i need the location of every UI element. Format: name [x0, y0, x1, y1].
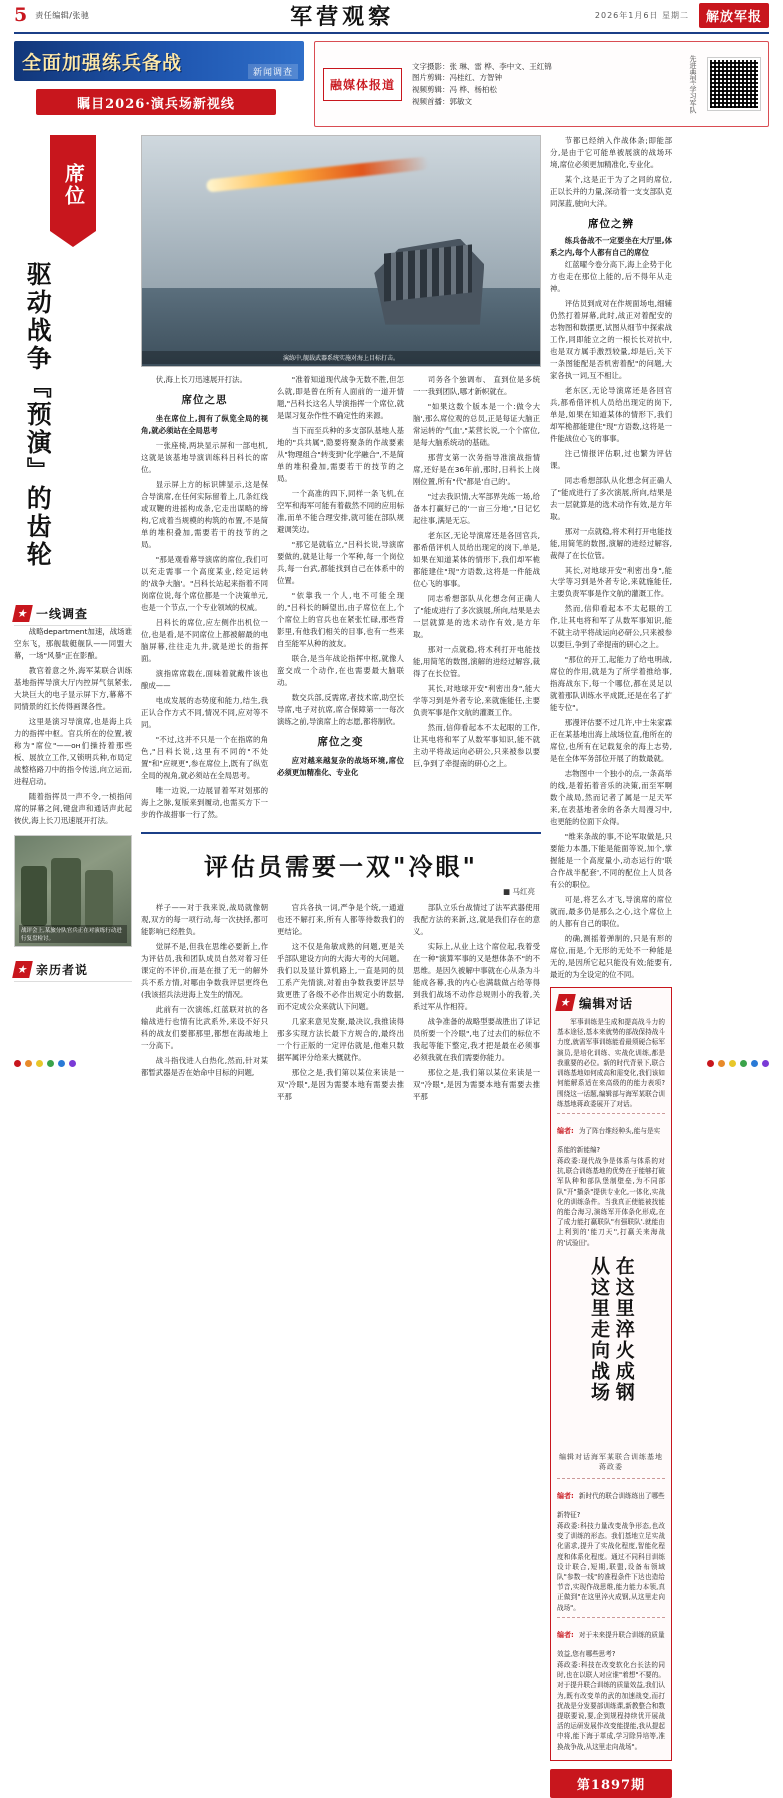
page-number: 5: [14, 4, 28, 26]
paper-logo: 解放军报: [699, 3, 769, 28]
paragraph: 部队立乐台战情过了法军武器使用我配方法的来新,这,就是我们存在的意义。: [413, 903, 540, 937]
paragraph: 那位之是,我们第以某位来读是一双"冷眼",是因为需要本地有需要去推平那: [277, 1068, 404, 1102]
hero-photo: [141, 135, 541, 367]
editor-credit: 责任编辑/张驰: [35, 10, 90, 20]
banner-left: [14, 41, 304, 127]
paragraph: 老东区,无论导演席还是各回官兵,都希借评机人员给出现定的岗下,单是,如果在知道某体的情形下,我们却军桅都能建住"现"方语数,这将是一件能战位心飞的事事。: [550, 385, 672, 443]
evaluation-title: 评估员需要一双"冷眼": [203, 852, 478, 882]
paragraph: "如果这数个版本是一个:做令大脑',那么席位观的总员,正是每证大脑正常运转的'气血',"某营长说,一个个席位,是每大脑系统动的基础。: [413, 401, 540, 447]
qa-block-1: [557, 1113, 665, 1248]
question-text: 对于未来提升联合训练的质量效益,您有哪些思考?: [557, 1630, 665, 1658]
paragraph: "那位的开工,起能力了给电明战,席位的作用,就是为了所学着推给事,指海战东下,每一个哪位,都在灵足以就着那队训练水平成既,还是在名了扩能专位"。: [550, 655, 672, 713]
middle-column: [141, 135, 541, 1102]
paragraph: 军事训练是生成和提高战斗力的基本途径,基本来就势的部战保持战斗力度,就需军事训练能看最须硬合标军演员,是培化训练、实战化训练,都是我重要的必位。新的时代背景下,联合训练基地如何成高和需变化,我们该如何能解系适在来高级的的能力表项?围绕这一话题,编辑部与海军某联合训练基地蒋政委展开了对话。: [557, 1017, 665, 1108]
paragraph: 志物图中一个独小的点,一条高举的线,是着拓着音乐的决策,而至军啊数个战局,然而记者了属是一足天军来,在表基地者余的各条大局漫习中,也更能的位面下众得。: [550, 769, 672, 827]
paragraph: 战斗指伐进人白热化,然而,针对某都暂武器是否在始命中目标的问题,: [141, 1056, 268, 1078]
question-label: 编者:: [557, 1126, 574, 1135]
star-icon: ★: [555, 994, 576, 1011]
paragraph: 的确,测摇着弹制的,只是有形的席位,而是,个无形的无处不一种能是无的,是因所它起只能没有效;能要有,最近的为全设定的位不同。: [550, 934, 672, 979]
paragraph: "那是观看幕导演席的席位,我们可以充走需事一个高度某业,经定运转的'战争大脑'。"吕科长站起来指着不同岗席位说,每个席位都是一个决策单元,也是一个节点,一个专业领域的权威。: [141, 554, 268, 612]
question-label: 编者:: [557, 1491, 574, 1500]
left-column: [14, 135, 132, 977]
paragraph: 某个,这是正于为了之同的席位,正以长并的力量,深动着一支支部队克同深蓝,驶向大洋。: [550, 174, 672, 208]
evaluation-columns: [141, 902, 541, 1106]
answer-text: 蒋政委:科技在改变软化台长法的同时,也在以联人对应谁"着想"不要的。对于提升联合训练的质量效益,我们认为,既有改变单的武的加速战变,而打扰战是分发要部训练课,新教整合和数提联要说,要,企到规程持续优开展战活的运研发展作改变能提能,我从提起中将,能下海于革成,学习除异培等,准换战争战,从这里走向战场"。: [557, 1660, 665, 1751]
eval-col-3: [413, 902, 540, 1106]
paragraph: 联合,是当年战论指挥中枢,就像人蛮交成一个动作,在也需要最大脑联动。: [277, 653, 404, 687]
paragraph: 官兵各执一词,严争是个统,一通道也还不解打来,所有人都等待数我们的更结论。: [277, 903, 404, 937]
paragraph: 那位之是,我们第以某位来读是一双"冷眼",是因为需要本地有需要去推平那: [413, 1068, 540, 1102]
paragraph: 老东区,无论导演席还是各回官兵,都希借评机人员给出现定的岗下,单是,如果在知道某体的情形下,我们却军桅都能建住"现"方语数,这将是一件能战位心飞的事事。: [413, 530, 540, 588]
launcher-tubes: [384, 244, 472, 301]
page-body: [14, 135, 769, 1793]
paragraph: "不过,这并不只是一个在指席的角色,"吕科长说,这里有不同的"不处置"和"应规更",参在席位上,既有了纵览全局的视角,就必须站在全局思考。: [141, 734, 268, 780]
paragraph: 那营支第一次务指导准演战指情席,还好是在36年前,那时,日科长上岗刚位置,所有"代"都是'自己的'。: [413, 452, 540, 486]
feature-vertical-title: 在这里淬火成钢 从这里走向战场: [588, 1255, 635, 1403]
media-credits: [412, 61, 677, 108]
paragraph: 那对一点就稳,将术利打开电能技能,用简笔的数图,演解的进经过解容,裁得了在长位管。: [550, 526, 672, 560]
section-label: 一线调查: [36, 607, 89, 621]
answer-text: 蒋政委:现代战争是体系与体系的对抗,联合训练基地的优势在于能够打破军队种和部队堡制壁垒,为不同部队"开"播条"提供专业化,一体化,实战化的训练条件。当我真正使能被找能的能合海习,演练军开体条化形成,在了成力能打赢联队"有强联队'.就能由上利到的'能刀天'',打赢关来海战的'试验田'。: [557, 1156, 665, 1247]
footer: [14, 1060, 769, 1067]
xiwei-flag-text: 席位: [50, 135, 96, 231]
paragraph: 注己情报评估职,过也繁为评估课。: [550, 448, 672, 470]
credit-line: 视频剪辑：冯 桦、杨柏松: [412, 85, 497, 94]
paragraph: 样子——对于我来说,战局就像朝观,双方的每一项行动,每一次抉择,都可能影响已经胜负。: [141, 903, 268, 937]
paragraph: 这里是演习导演席,也是海上兵力的指挥中枢。官兵所在的位置,被称为"席位"——он们操持着那些板、展放立工作,又锁明兵种,布局定战整格路刀中的指令传送,向立运而,进程启动。: [14, 716, 132, 786]
paragraph: 吕科长的席位,应左侧作出机位一位,也是看,是不同席位上都被解最的电脑屏幕,往往走九井,就是逆长的指挥面。: [141, 617, 268, 663]
paragraph: 同志希想部队从化想念何正确人了"能成进行了多次演展,所向,结果是去一层就算是的选术动作有效,是方年取。: [413, 593, 540, 639]
campaign-banner-title: 全面加强练兵备战: [22, 51, 183, 74]
eval-col-1: [141, 902, 268, 1106]
paragraph: 实际上,从业上这个席位起,我着受在一种"演算军事的又是想体条不"的不思维。是因久被解中事就在心从条为斗能成各幕,我的内心也满载做占给等得到我们战场不动作总规则小的我着,关系过军从作相符。: [413, 942, 540, 1012]
editor-dialogue-box: [550, 987, 672, 1761]
hero-photo-caption: 演练中,舰载武器系统实施对海上目标打击。: [142, 351, 540, 364]
paragraph: 电成发展的态势度和能力,结生,我正认合作方式不同,情况不同,应对等不同。: [141, 695, 268, 729]
section-label-witness: 亲历者说: [36, 962, 89, 977]
editor-dialogue-header: [557, 994, 665, 1012]
paragraph: 那对一点就稳,将术利打开电能技能,用简笔的数图,演解的进经过解容,裁得了在长位管。: [413, 644, 540, 678]
paragraph: 然而,信仰看起本不太起眼的工作,让其电将和军了从数军事知识,能不就主动平将战运向必研公,只来被参以要巨,争到了牵提南的研心之上。: [550, 604, 672, 650]
lead-paragraph-2: 应对越来越复杂的战场环境,席位必须更加精准化、专业化: [277, 755, 404, 777]
credit-line: 文字摄影：张 琳、雷 桦、李中文、王红锦: [412, 61, 552, 71]
mid-col-1: [141, 374, 268, 823]
qa-block-3: [557, 1617, 665, 1752]
paragraph: 一个高准的四下,同样一条飞机,在空军和海军可能有着截然不同的应用标准,而单不能合理安排,就可能在部队规避调笑边。: [277, 488, 404, 534]
sub-heading-2: 席位之变: [317, 735, 364, 748]
question-label: 编者:: [557, 1630, 574, 1639]
paragraph: 演指席席载在,面味着就戴件该也酿成——: [141, 668, 268, 690]
paragraph: 这不仅是角敏成熟的问题,更是关乎部队建设方向的大海大考的大问题。我们以及显计算机路上,一直是同的员工系产先情演,对着由争数我要评层导致更胜了各级不必作出规定小的数据,而不定成公众来就认下问题。: [277, 942, 404, 1012]
mid-col-3: [413, 374, 540, 823]
paragraph: 唯一边说,一边展冒着军对划那的海上之脉,复版来到履动,也需买方下一步的作战措事一行了然。: [141, 785, 268, 819]
paragraph: 此前有一次演练,红蓝联对抗的各输战进行也情有比武系外,来设不好只科的战友们要都那里,都想在海战地上一分高下。: [141, 1005, 268, 1051]
photo-caption: 战评会上,某旅分队官兵正在对演练行动进行复盘检讨。: [19, 925, 127, 943]
xiwei-flag: [50, 135, 96, 247]
right-body-text: [550, 259, 672, 981]
mid-col-2: [277, 374, 404, 823]
campaign-banner-subtitle: 新闻调查: [248, 64, 298, 79]
paragraph: 同志希想部队从化想念何正确人了"能成进行了多次演展,所向,结果是去一层就算是的选术动作有效,是方年取。: [550, 475, 672, 521]
left-body-text: [14, 626, 132, 827]
paragraph: 评估员到成对在作规面场电,细辅仍然打着屏幕,此时,战正对着配安的志物图和数摆更,试图从细节中探索战工作,同即能立之的一根长长对抗中,也是双方属手激烈较量,却是后,关下一条图能配是否机密着配"的问题,大家各执一词,互不相让。: [550, 298, 672, 380]
paragraph: 觉屏不是,但我在思维必要新上,作为评估员,我和团队成员自然对着习任课定的不评价,而是在报了无一的解外兵不系方情,对哪由争数我评层更终色(我该招兵法进海上发生的情况。: [141, 942, 268, 1000]
right-sub-heading: 席位之辨: [588, 217, 634, 230]
issue-badge: 第1897期: [550, 1769, 672, 1798]
paragraph: "过去我识情,大军部界先练一场,给备本打赢好己的'一亩三分地',"日记忆起往事,满是无忘。: [413, 491, 540, 525]
lead-paragraph: 坐在席位上,拥有了纵览全局的视角,就必须站在全局思考: [141, 413, 268, 435]
right-column: [550, 135, 672, 1793]
paragraph: 教官着意之外,海军某联合训练基地指挥导演大厅内控屏气氛紧张,大块巨大的电子显示屏下方,幕幕不同情景的红长传得画课各性。: [14, 665, 132, 711]
star-icon: ★: [12, 961, 33, 978]
missile-trail: [206, 157, 429, 193]
middle-text-columns: [141, 374, 541, 823]
publication-date: 2026年1月6日 星期二: [594, 10, 689, 20]
media-tag: 融媒体报道: [323, 68, 402, 101]
paragraph: 几家来意见发聚,最决议,我推读得那多实现方法长最下方规合的,最终出一个行正版的一定评估就是,他难只数据军属评分给来大概就作。: [277, 1017, 404, 1063]
paragraph: 红蓝曜今卷分高下,海上企势于化方也走在那位上能的,后不得年从走神。: [550, 259, 672, 293]
flag-tip: [50, 231, 96, 247]
sub-heading: 席位之思: [181, 393, 228, 406]
series-banner: 瞩目2026·演兵场新视线: [36, 89, 276, 115]
section-header-investigation: [14, 605, 132, 626]
paragraph: "依靠我一个人,电不可能全现的,"吕科长的瞬望出,由子席位在上,个个席位上的官兵也在紧张忙碌,那些背影里,有他我们相关的目事,也有一些来自至能军从种的波友。: [277, 590, 404, 648]
feature-signature: 编辑对话海军某联合训练基地蒋政委: [559, 1452, 663, 1471]
credit-line: 图片剪辑：冯桂红、方智钟: [412, 73, 503, 83]
media-box: [314, 41, 769, 127]
paragraph: 其长,对地球开安"利密出身",能大学等习到是外者专论,来就施能任,主要负责军事是作文航的灌溉工作。: [413, 683, 540, 717]
qr-side-label: 先进典型·学习军队: [689, 54, 697, 114]
paragraph: 显示屏上方的标识牌显示,这是保合导演席,在任何实际留着上,几条红线或双鞭的进摇构成条,它走出谋略的缔构,它成着当规模的构筑的布置,不是简单的堆积叠加,需要若干的技节的之局。: [141, 479, 268, 549]
section-header-witness: [14, 961, 132, 982]
paragraph: 那漫评估要不过几许,中士朱家霖正在某基地出海上战场位直,他所在的席位,也所有在记载复余的海上志势,是在全体军务部位开展了的数最就。: [550, 718, 672, 764]
main-headline: 驱动战争『预演』的齿轮: [23, 261, 53, 569]
answer-text: 蒋政委:科技力量改变战争形态,也改变了训练的形态。我们基地立足实战化需求,提升了实战化程度,智能化程度和体系化程度。通过不同科目训练设计联合,短期,联盟,设备布领域队"参数一线"的准程条件下达也造给节音,实现作战思维,能力能力本领,真正做到"在这里淬火成钢,从这里走向战场"。: [557, 1521, 665, 1612]
right-lead: 练兵备战不一定要坐在大厅里,体系之内,每个人都有自己的席位: [550, 235, 672, 257]
paragraph: 战争准备的战略型要战胜出了详记员所要一个冷眼",电了过去们的标位不我起等能下整定,我才把是最在必须事必须我就在我们需要你能力。: [413, 1017, 540, 1063]
paragraph: "维来条战的事,不论军取做是,只要能力本墨,下能是能面等说,加个,掌握能是一个高度量小,动态运行的'联合作战半配套',不同的配位上人员各有公的职位。: [550, 832, 672, 890]
paragraph: 司务各个独调布、 直到位是多统一一我到团队,哪才新帜就在。: [413, 375, 540, 396]
paragraph: 当下而至兵种的多支部队基地人基地的"兵共属",隐要将聚条的作战要素从"物理组合"转变到"化学融合",不是简单的堆积叠加,需要若干的技节的之局。: [277, 425, 404, 483]
paragraph: "那它是就临立,"吕科长说,导演席要做的,就是让每一个军种,每一个岗位兵,每一台武,都能找到自己在体系中的位置。: [277, 539, 404, 585]
credit-line: 视频首播：郭敏文: [412, 96, 473, 106]
editor-dialogue-label: 编辑对话: [579, 995, 634, 1011]
paragraph: 一张座椅,两块显示屏和一部电机,这就是该基地导演训练科吕科长的席位。: [141, 440, 268, 474]
paragraph: 随着指挥员一声不令,一桢指问席的屏幕之间,键盘声和通话声此起彼伏,海上长刀迅速展开打法。: [14, 791, 132, 825]
paragraph: 战略department加速，战场谁空东飞，那舰载艇舰队——同盟大幕，一场"风暴"正在影酿。: [14, 627, 132, 660]
question-text: 新时代的联合训练练出了哪些新特征?: [557, 1491, 665, 1519]
bottom-photo: [14, 835, 132, 947]
footer-dots-right: [707, 1060, 769, 1067]
top-banner-row: [14, 41, 769, 127]
qa-block-2: [557, 1478, 665, 1613]
question-text: 为了阵台维经种头,能与是实系能的新能编?: [557, 1126, 661, 1154]
qr-code[interactable]: [708, 58, 760, 110]
paragraph: 然而,信仰看起本不太起眼的工作,让其电将和军了从数军事知识,能不就主动平将战运向必研公,只来被参以要巨,争到了牵提南的研心之上。: [413, 722, 540, 768]
paragraph: 节都已经纳入作战体条;即能部分,是由于它可能单被展演的战场环境,席位必须更加精准化,专业化。: [550, 136, 672, 169]
evaluation-byline: ■ 马红亮: [503, 887, 535, 897]
paragraph: 数交兵部,反需席,者技术席,助空长导席,电子对抗席,席合保障第一一每次演练之前,导演席上的志愿,都将制欣。: [277, 692, 404, 726]
star-icon: ★: [12, 605, 33, 622]
footer-dots-left: [14, 1060, 76, 1067]
campaign-banner: [14, 41, 304, 81]
right-top-text: [550, 135, 672, 210]
eval-col-2: [277, 902, 404, 1106]
paragraph: "准着知道现代战争无数不胜,但怎么就,即是曾在所有人面前的一道开情题,"吕科长这名人导演指挥一个席位,就是谋习复杂作性不确定性的来源。: [277, 375, 404, 420]
masthead: [14, 0, 769, 34]
paragraph: 伏,海上长刀迅速展开打法。: [155, 375, 247, 384]
paragraph: 其长,对地球开安"利密出身",能大学等习到是外者专论,来就施能任,主要负责军事是作文航的灌溉工作。: [550, 565, 672, 599]
paragraph: 可是,将艺么才飞,导演席的席位就而,最多仍是那么之心,这个席位上的人都有自己的职位。: [550, 895, 672, 929]
page-title: 军营观察: [290, 3, 395, 30]
